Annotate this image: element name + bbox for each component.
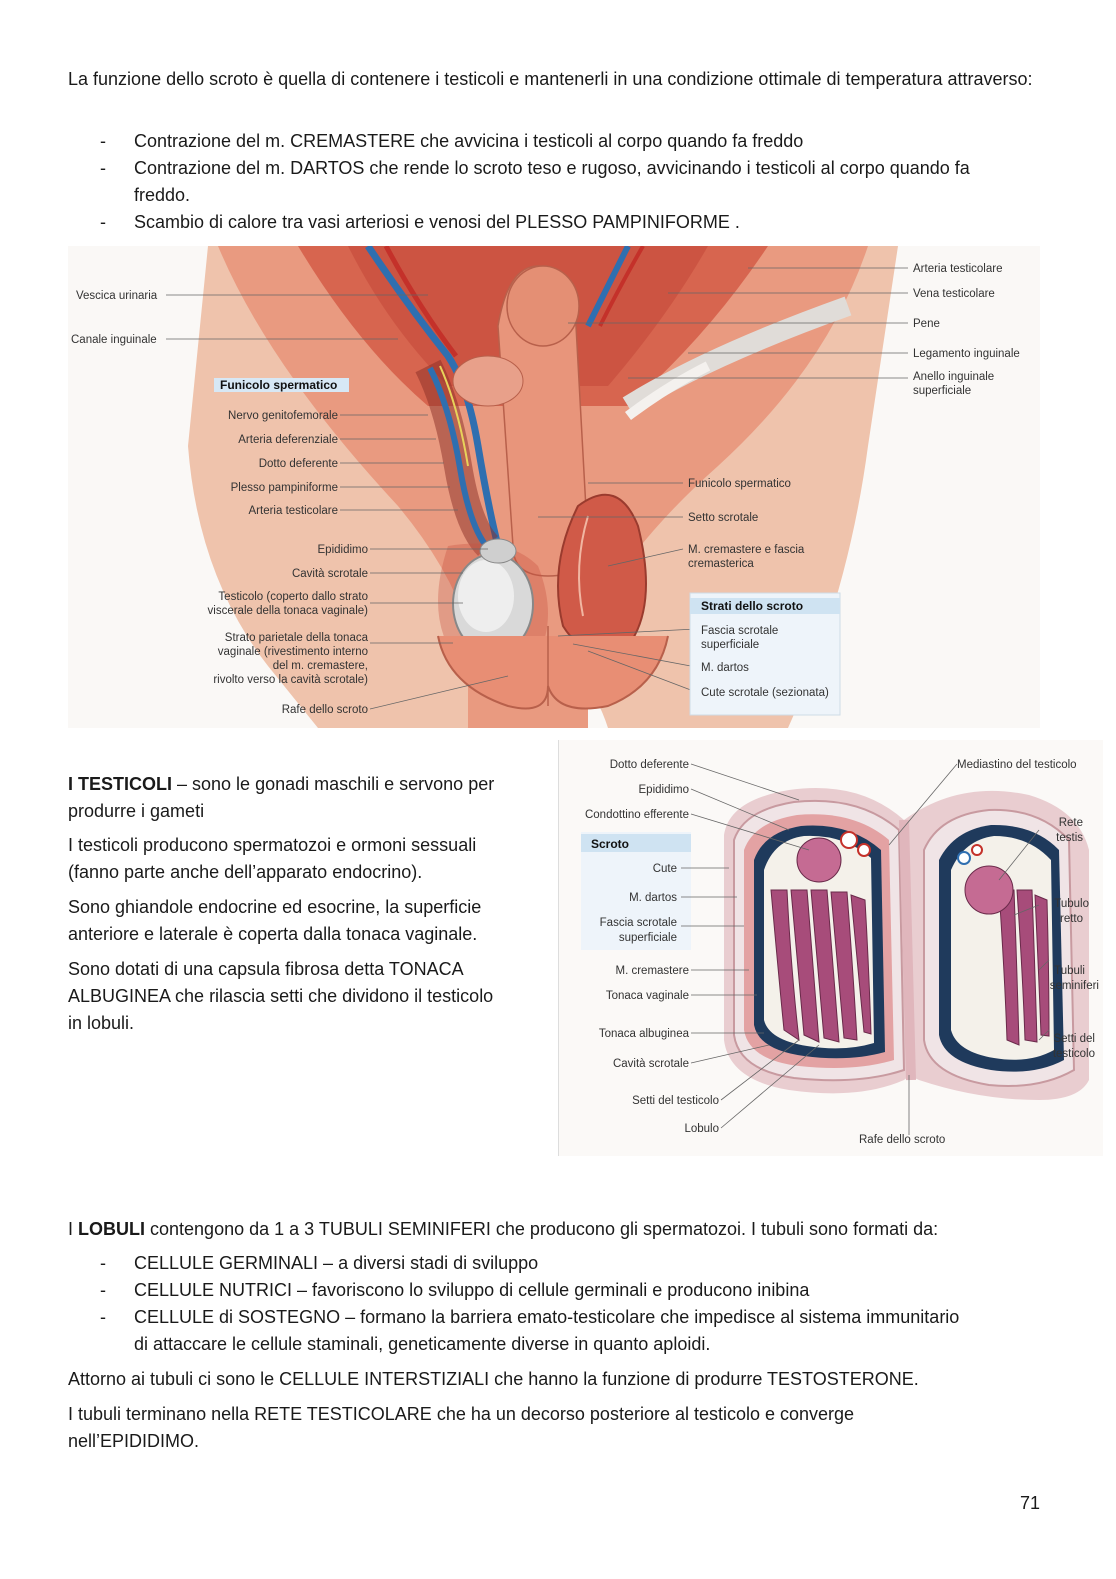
bullet-text: CELLULE NUTRICI – favoriscono lo sviluppo di cellule germinali e producono inibina	[134, 1280, 810, 1300]
testicoli-p4a: Sono dotati di una capsula fibrosa detta TONACA	[68, 959, 464, 979]
label-rete-2: testis	[1056, 832, 1083, 844]
label-cute: Cute scrotale (sezionata)	[701, 687, 829, 699]
rete-paragraph-1: I tubuli terminano nella RETE TESTICOLARE che ha un decorso posteriore al testicolo e converge	[68, 1404, 855, 1424]
label-testicolo-1: Testicolo (coperto dallo strato	[218, 591, 368, 603]
lobuli-prefix: I	[68, 1219, 79, 1239]
bullet-text: Contrazione del m. CREMASTERE che avvicina i testicoli al corpo quando fa freddo	[134, 131, 804, 151]
label-canale: Canale inguinale	[71, 334, 157, 346]
label-legamento: Legamento inguinale	[913, 348, 1020, 360]
lobuli-text: contengono da 1 a 3 TUBULI SEMINIFERI che producono gli spermatozoi. I tubuli sono formati da:	[145, 1219, 939, 1239]
bullet-text: di attaccare le cellule staminali, geneticamente diverse in quanto aploidi.	[134, 1334, 711, 1354]
label-tubuli-2: seminiferi	[1049, 980, 1099, 992]
bullet-dash: -	[100, 212, 106, 232]
label-pene: Pene	[913, 318, 940, 330]
label-vena-r: Vena testicolare	[913, 288, 995, 300]
label-fascia2-1: Fascia scrotale	[599, 917, 677, 929]
page-number: 71	[1019, 1493, 1040, 1513]
label-strato-4: rivolto verso la cavità scrotale)	[213, 674, 368, 686]
list-item	[100, 128, 1050, 155]
bullet-text: CELLULE GERMINALI – a diversi stadi di sviluppo	[134, 1253, 539, 1273]
label-strato-1: Strato parietale della tonaca	[224, 632, 368, 644]
label-tubulo-2: retto	[1059, 913, 1083, 925]
bullet-dash: -	[100, 158, 106, 178]
label-rete-1: Rete	[1058, 817, 1083, 829]
label-cavita: Cavità scrotale	[291, 568, 368, 580]
label-mediastino: Mediastino del testicolo	[957, 759, 1077, 771]
testicoli-p4c: in lobuli.	[68, 1013, 135, 1033]
label-dartos2: M. dartos	[629, 892, 677, 904]
bullet-text: CELLULE di SOSTEGNO – formano la barriera emato-testicolare che impedisce al sistema immunitario	[134, 1307, 960, 1327]
label-cavita2: Cavità scrotale	[612, 1058, 689, 1070]
testicoli-p2b: (fanno parte anche dell’apparato endocrino).	[68, 862, 423, 882]
label-anello-2: superficiale	[913, 385, 972, 397]
list-item	[100, 1250, 1050, 1277]
testicoli-heading: I TESTICOLI	[68, 774, 173, 794]
label-rafe2: Rafe dello scroto	[859, 1134, 946, 1146]
label-dotto: Dotto deferente	[258, 458, 338, 470]
label-tonaca-vag: Tonaca vaginale	[605, 990, 689, 1002]
testicoli-p2a: I testicoli producono spermatozoi e ormoni sessuali	[68, 835, 477, 855]
label-arteria-def: Arteria deferenziale	[238, 434, 338, 446]
list-item	[100, 209, 1050, 236]
testis-section-figure	[558, 740, 1103, 1156]
label-strato-2: vaginale (rivestimento interno	[217, 646, 368, 658]
bullet-dash: -	[100, 1253, 106, 1273]
bullet-dash: -	[100, 1280, 106, 1300]
label-rafe: Rafe dello scroto	[281, 704, 368, 716]
label-dotto-def: Dotto deferente	[609, 759, 689, 771]
label-epididimo2: Epididimo	[638, 784, 689, 796]
label-plesso: Plesso pampiniforme	[230, 482, 338, 494]
label-tubuli-1: Tubuli	[1054, 965, 1085, 977]
label-fascia-2: superficiale	[701, 639, 760, 651]
label-tubulo-1: Tubulo	[1054, 898, 1089, 910]
interstiziali-paragraph: Attorno ai tubuli ci sono le CELLULE INTERSTIZIALI che hanno la funzione di produrre TESTOSTERONE.	[68, 1369, 919, 1389]
list-item	[100, 1277, 1050, 1304]
label-nervo: Nervo genitofemorale	[228, 410, 338, 422]
list-item	[100, 155, 1030, 209]
label-settir-2: testicolo	[1052, 1048, 1095, 1060]
lobuli-heading: LOBULI	[78, 1219, 146, 1239]
bullet-text: Scambio di calore tra vasi arteriosi e venosi del PLESSO PAMPINIFORME .	[134, 212, 740, 232]
label-cremastere-2: cremasterica	[688, 558, 754, 570]
label-arteria-test: Arteria testicolare	[248, 505, 338, 517]
label-cremastere-1: M. cremastere e fascia	[688, 544, 805, 556]
label-vescica: Vescica urinaria	[76, 290, 158, 302]
label-anello-1: Anello inguinale	[913, 371, 995, 383]
bullet-dash: -	[100, 131, 106, 151]
label-setti: Setti del testicolo	[632, 1095, 719, 1107]
label-epididimo: Epididimo	[317, 544, 368, 556]
label-strato-3: del m. cremastere,	[272, 660, 368, 672]
label-condottino: Condottino efferente	[584, 809, 689, 821]
testicoli-text: – sono le gonadi maschili e servono per	[172, 774, 495, 794]
label-albuginea: Tonaca albuginea	[598, 1028, 689, 1040]
scroto-title: Scroto	[591, 837, 630, 851]
bullet-dash: -	[100, 1307, 106, 1327]
intro-paragraph: La funzione dello scroto è quella di contenere i testicoli e mantenerli in una condizione ottimale di temperatura attraverso:	[68, 69, 1033, 89]
label-testicolo-2: viscerale della tonaca vaginale)	[207, 605, 368, 617]
label-fascia2-2: superficiale	[618, 932, 677, 944]
bullet-text: Contrazione del m. DARTOS che rende lo scroto teso e rugoso, avvicinando i testicoli al corpo quando fa freddo.	[134, 158, 970, 205]
lobuli-paragraph	[68, 1216, 1058, 1243]
testicoli-p3b: anteriore e laterale è coperta dalla tonaca vaginale.	[68, 924, 478, 944]
label-lobulo: Lobulo	[684, 1123, 719, 1135]
label-settir-1: Setti del	[1053, 1033, 1095, 1045]
scrotum-illustration	[68, 246, 1040, 728]
label-setto: Setto scrotale	[688, 512, 759, 524]
testicoli-p4b: ALBUGINEA che rilascia setti che dividono il testicolo	[68, 986, 494, 1006]
label-cute2: Cute	[652, 863, 677, 875]
label-dartos: M. dartos	[701, 662, 749, 674]
strati-title: Strati dello scroto	[701, 599, 804, 613]
list-item	[100, 1304, 1050, 1358]
label-funicolo-r: Funicolo spermatico	[688, 478, 791, 490]
testicoli-line2: produrre i gameti	[68, 801, 205, 821]
testicoli-p3a: Sono ghiandole endocrine ed esocrine, la superficie	[68, 897, 482, 917]
label-fascia-1: Fascia scrotale	[701, 625, 779, 637]
testis-section-illustration	[559, 740, 1103, 1156]
rete-paragraph-2: nell’EPIDIDIMO.	[68, 1431, 200, 1451]
funicolo-title: Funicolo spermatico	[220, 378, 338, 392]
label-arteria-r: Arteria testicolare	[913, 263, 1003, 275]
scrotum-anatomy-figure	[68, 246, 1040, 728]
label-cremastere2: M. cremastere	[615, 965, 689, 977]
testicoli-line1	[68, 771, 548, 798]
